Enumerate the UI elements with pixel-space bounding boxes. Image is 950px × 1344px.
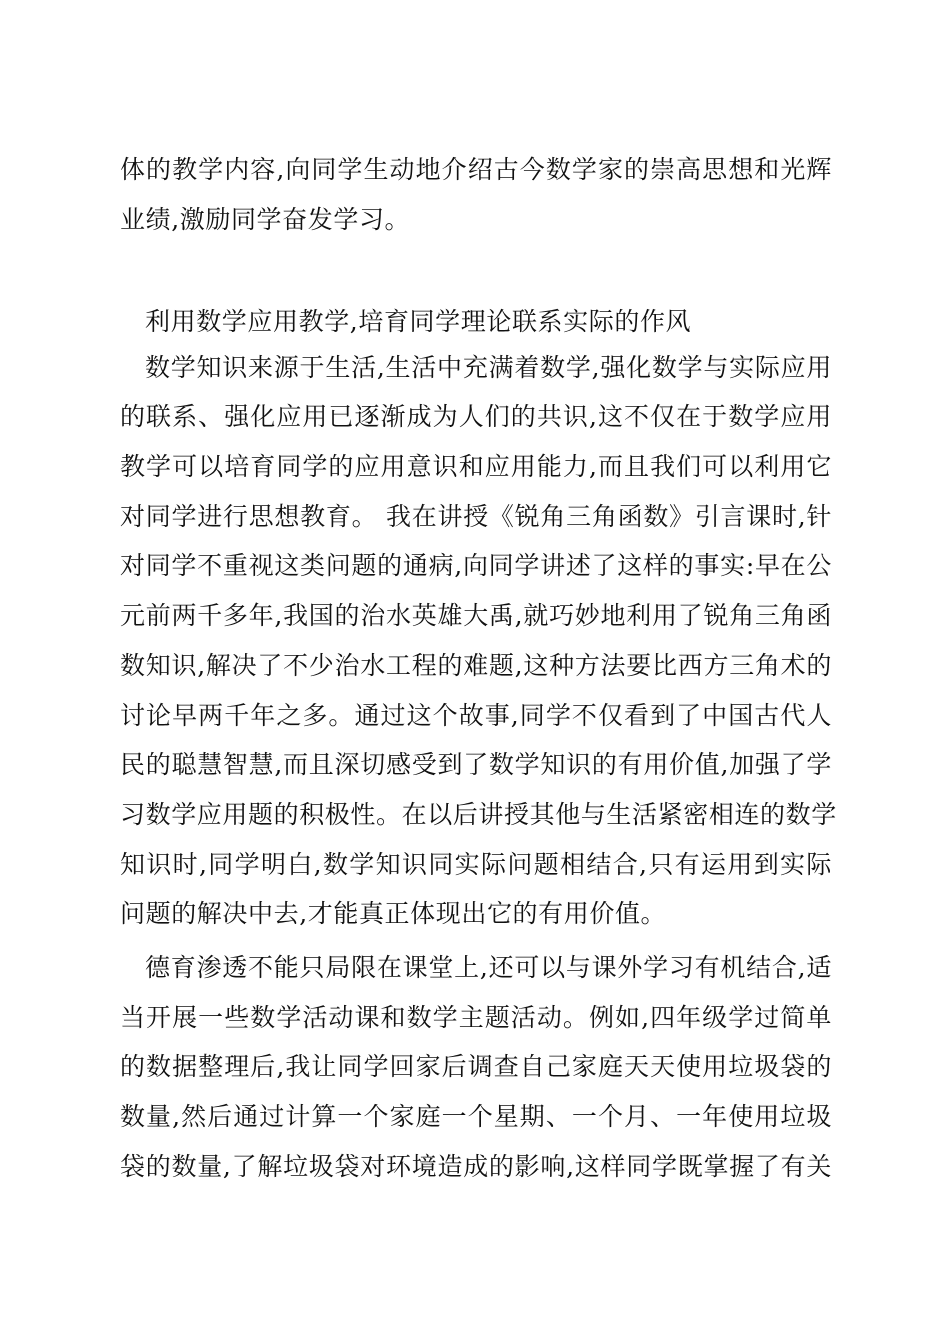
text-line: 数知识,解决了不少治水工程的难题,这种方法要比西方三角术的 [120,651,832,680]
text-line: 的数据整理后,我让同学回家后调查自己家庭天天使用垃圾袋的 [120,1052,832,1081]
text-line: 民的聪慧智慧,而且深切感受到了数学知识的有用价值,加强了学 [120,750,832,779]
text-line: 元前两千多年,我国的治水英雄大禹,就巧妙地利用了锐角三角函 [120,601,832,630]
text-line: 教学可以培育同学的应用意识和应用能力,而且我们可以利用它 [120,452,832,481]
text-line: 对同学进行思想教育。 我在讲授《锐角三角函数》引言课时,针 [120,502,832,531]
text-line: 的联系、强化应用已逐渐成为人们的共识,这不仅在于数学应用 [120,402,832,431]
text-line: 体的教学内容,向同学生动地介绍古今数学家的崇高思想和光辉 [120,155,832,184]
text-line: 习数学应用题的积极性。在以后讲授其他与生活紧密相连的数学 [120,800,837,829]
section-heading: 利用数学应用教学,培育同学理论联系实际的作风 [145,307,692,336]
text-line: 德育渗透不能只局限在课堂上,还可以与课外学习有机结合,适 [145,953,832,982]
text-line: 数学知识来源于生活,生活中充满着数学,强化数学与实际应用 [145,353,832,382]
text-line: 问题的解决中去,才能真正体现出它的有用价值。 [120,899,667,928]
text-line: 袋的数量,了解垃圾袋对环境造成的影响,这样同学既掌握了有关 [120,1152,832,1181]
text-line: 知识时,同学明白,数学知识同实际问题相结合,只有运用到实际 [120,850,832,879]
text-line: 对同学不重视这类问题的通病,向同学讲述了这样的事实:早在公 [120,551,832,580]
text-line: 业绩,激励同学奋发学习。 [120,205,411,234]
text-line: 当开展一些数学活动课和数学主题活动。例如,四年级学过简单 [120,1003,832,1032]
text-line: 数量,然后通过计算一个家庭一个星期、一个月、一年使用垃圾 [120,1102,832,1131]
text-line: 讨论早两千年之多。通过这个故事,同学不仅看到了中国古代人 [120,701,832,730]
